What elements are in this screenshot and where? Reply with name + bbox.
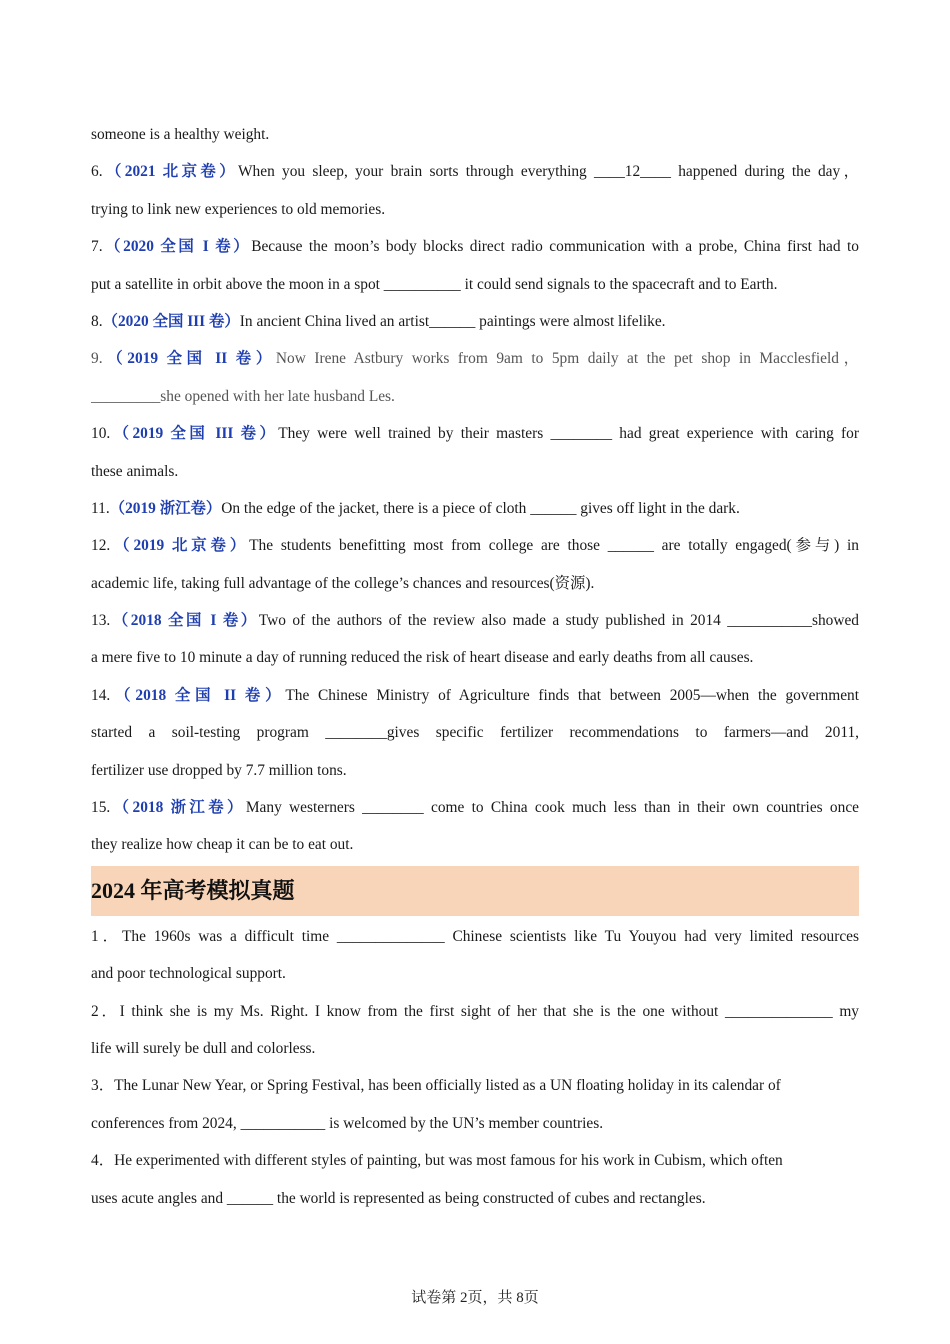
section-heading: 2024 年高考模拟真题 bbox=[91, 866, 859, 916]
mock-question-4-line-1: 4．He experimented with different styles of painting, but was most famous for his work in Cubism, which often bbox=[91, 1152, 783, 1170]
question-13-line-2: a mere five to 10 minute a day of running reduced the risk of heart disease and early deaths from all causes. bbox=[91, 649, 754, 667]
question-number: 10. bbox=[91, 425, 111, 443]
question-10-line-1 bbox=[91, 415, 859, 452]
page-footer: 试卷第 2页，共 8页 bbox=[411, 1290, 539, 1306]
question-11 bbox=[91, 490, 859, 527]
question-source: （2020 全国 III 卷） bbox=[102, 312, 240, 330]
question-7-line-1 bbox=[91, 228, 859, 265]
mock-question-1-line-2: and poor technological support. bbox=[91, 965, 286, 983]
question-text: Because the moon’s body blocks direct radio communication with a probe, China first had to bbox=[251, 238, 859, 256]
question-number: 8. bbox=[91, 312, 103, 330]
question-source: （2019 北京卷） bbox=[110, 537, 250, 555]
question-7-line-2: put a satellite in orbit above the moon in a spot __________ it could send signals to the spacecraft and to Earth. bbox=[91, 275, 778, 293]
question-12-line-2: academic life, taking full advantage of the college’s chances and resources(资源). bbox=[91, 574, 595, 592]
question-number: 6. bbox=[91, 163, 103, 181]
question-15-line-1 bbox=[91, 789, 859, 826]
question-source: （2019 浙江卷） bbox=[109, 499, 222, 517]
question-number: 7. bbox=[91, 238, 103, 256]
question-9-line-1 bbox=[91, 340, 859, 377]
question-source: （2021 北京卷） bbox=[102, 163, 239, 181]
question-source: （2018 全国 I 卷） bbox=[110, 612, 259, 630]
question-source: （2018 浙江卷） bbox=[110, 799, 246, 817]
question-number: 15. bbox=[91, 799, 111, 817]
question-10-line-2: these animals. bbox=[91, 462, 179, 480]
question-number: 13. bbox=[91, 612, 111, 630]
question-text: On the edge of the jacket, there is a piece of cloth ______ gives off light in the dark. bbox=[221, 499, 740, 517]
question-14-line-2: started a soil-testing program ________gives specific fertilizer recommendations to farmers—and 2011, bbox=[91, 724, 859, 742]
question-14-line-3: fertilizer use dropped by 7.7 million tons. bbox=[91, 761, 347, 779]
document-body bbox=[91, 116, 859, 1217]
q5-continuation: someone is a healthy weight. bbox=[91, 126, 270, 143]
question-source: （2019 全国 III 卷） bbox=[110, 425, 279, 443]
question-number: 12. bbox=[91, 537, 111, 555]
question-13-line-1 bbox=[91, 602, 859, 639]
question-text: Now Irene Astbury works from 9am to 5pm daily at the pet shop in Macclesfield， bbox=[275, 350, 859, 368]
question-6-line-2: trying to link new experiences to old memories. bbox=[91, 200, 386, 218]
question-text: happened during the day， bbox=[670, 163, 859, 181]
question-source: （2020 全国 I 卷） bbox=[102, 238, 252, 256]
question-8 bbox=[91, 303, 859, 340]
mock-question-1-line-1: 1．The 1960s was a difficult time ______________ Chinese scientists like Tu Youyou had very limited resources bbox=[91, 927, 859, 945]
question-14-line-1 bbox=[91, 677, 859, 714]
question-text: In ancient China lived an artist______ paintings were almost lifelike. bbox=[239, 312, 666, 330]
question-12-line-1 bbox=[91, 527, 859, 564]
question-text: Many westerners ________ come to China cook much less than in their own countries once bbox=[245, 799, 859, 817]
mock-question-4-line-2: uses acute angles and ______ the world is represented as being constructed of cubes and rectangles. bbox=[91, 1189, 706, 1207]
question-number: 9. bbox=[91, 350, 103, 368]
mock-question-2-line-2: life will surely be dull and colorless. bbox=[91, 1039, 316, 1057]
question-text: When you sleep, your brain sorts through everything bbox=[238, 163, 594, 181]
question-text: The students benefitting most from college are those ______ are totally engaged(参与) in bbox=[249, 537, 859, 555]
mock-question-3-line-2: conferences from 2024, ___________ is welcomed by the UN’s member countries. bbox=[91, 1114, 604, 1132]
question-number: 11. bbox=[91, 499, 110, 517]
question-text: They were well trained by their masters ________ had great experience with caring for bbox=[278, 425, 859, 443]
mock-question-2-line-1: 2．I think she is my Ms. Right. I know from the first sight of her that she is the one without ______________ my bbox=[91, 1002, 859, 1020]
question-text: Two of the authors of the review also made a study published in 2014 ___________showed bbox=[258, 612, 859, 630]
answer-blank: ____12____ bbox=[594, 163, 671, 181]
question-6-line-1 bbox=[91, 153, 859, 190]
mock-question-3-line-1: 3．The Lunar New Year, or Spring Festival, has been officially listed as a UN floating holiday in its calendar of bbox=[91, 1077, 781, 1095]
question-15-line-2: they realize how cheap it can be to eat out. bbox=[91, 836, 354, 854]
question-source: （2018 全国 II 卷） bbox=[110, 686, 286, 704]
question-text: The Chinese Ministry of Agriculture finds that between 2005—when the government bbox=[285, 686, 859, 704]
question-source: （2019 全国 II 卷） bbox=[102, 350, 276, 368]
question-number: 14. bbox=[91, 686, 111, 704]
question-9-line-2: _________she opened with her late husband Les. bbox=[91, 387, 395, 405]
